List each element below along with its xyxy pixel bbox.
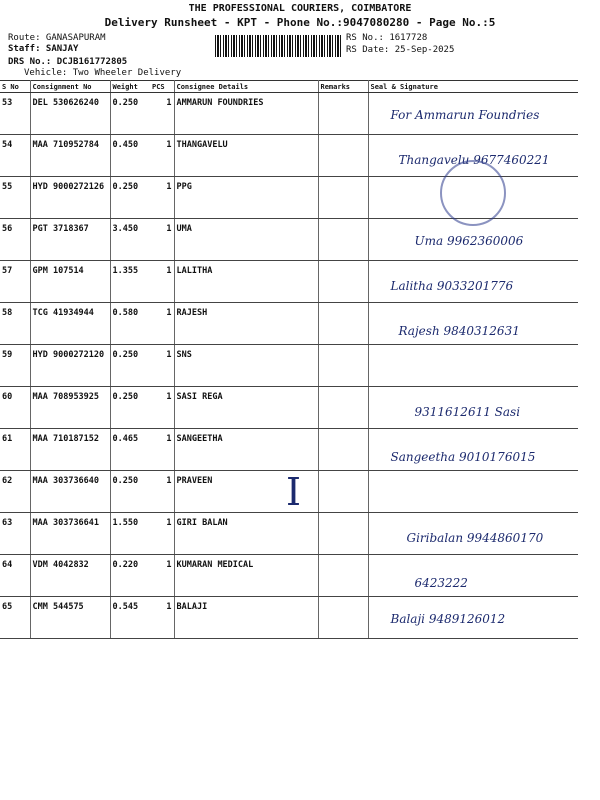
row-consignee: SANGEETHA	[174, 429, 318, 471]
row-remarks	[318, 93, 368, 135]
row-pcs: 1	[150, 261, 174, 303]
row-weight: 0.250	[110, 387, 150, 429]
row-consignment: TCG 41934944	[30, 303, 110, 345]
table-row	[0, 513, 578, 555]
row-pcs: 1	[150, 303, 174, 345]
row-consignment: MAA 303736641	[30, 513, 110, 555]
table-row	[0, 261, 578, 303]
row-remarks	[318, 219, 368, 261]
handwritten-signature: Sangeetha 9010176015	[390, 450, 536, 464]
row-sno: 61	[0, 429, 30, 471]
row-consignee: SASI REGA	[174, 387, 318, 429]
row-weight: 3.450	[110, 219, 150, 261]
row-sno: 54	[0, 135, 30, 177]
row-weight: 0.250	[110, 177, 150, 219]
table-row	[0, 93, 578, 135]
row-consignment: MAA 710187152	[30, 429, 110, 471]
row-sno: 56	[0, 219, 30, 261]
rs-date: RS Date: 25-Sep-2025	[346, 45, 455, 55]
row-signature	[368, 303, 578, 345]
row-signature	[368, 429, 578, 471]
row-pcs: 1	[150, 597, 174, 639]
row-remarks	[318, 345, 368, 387]
row-weight: 0.220	[110, 555, 150, 597]
row-consignee: SNS	[174, 345, 318, 387]
row-consignment: HYD 9000272126	[30, 177, 110, 219]
row-weight: 0.250	[110, 345, 150, 387]
handwritten-signature: 6423222	[414, 576, 468, 590]
col-sno: S No	[0, 81, 30, 93]
row-consignee: RAJESH	[174, 303, 318, 345]
row-sno: 63	[0, 513, 30, 555]
row-consignment: GPM 107514	[30, 261, 110, 303]
row-consignment: VDM 4042832	[30, 555, 110, 597]
handwritten-signature: Rajesh 9840312631	[398, 324, 520, 338]
row-remarks	[318, 135, 368, 177]
row-consignee: AMMARUN FOUNDRIES	[174, 93, 318, 135]
col-remarks: Remarks	[318, 81, 368, 93]
row-weight: 0.545	[110, 597, 150, 639]
handwritten-signature: For Ammarun Foundries	[390, 108, 540, 122]
row-weight: 1.355	[110, 261, 150, 303]
row-consignment: CMM 544575	[30, 597, 110, 639]
row-consignee: LALITHA	[174, 261, 318, 303]
row-sno: 64	[0, 555, 30, 597]
row-signature	[368, 597, 578, 639]
row-pcs: 1	[150, 555, 174, 597]
row-consignment: HYD 9000272120	[30, 345, 110, 387]
table-row	[0, 429, 578, 471]
row-remarks	[318, 555, 368, 597]
row-signature	[368, 261, 578, 303]
row-pcs: 1	[150, 429, 174, 471]
barcode-icon	[215, 35, 343, 57]
staff-label: Staff: SANJAY	[8, 44, 79, 54]
route-label: Route: GANASAPURAM	[8, 33, 106, 43]
handwritten-signature: Giribalan 9944860170	[406, 531, 544, 545]
handwritten-mark-icon: I	[286, 470, 302, 514]
handwritten-signature: Lalitha 9033201776	[390, 279, 514, 293]
handwritten-signature: Uma 9962360006	[414, 234, 524, 248]
row-weight: 0.250	[110, 471, 150, 513]
row-signature	[368, 471, 578, 513]
table-row	[0, 219, 578, 261]
row-pcs: 1	[150, 93, 174, 135]
table-row	[0, 597, 578, 639]
row-remarks	[318, 597, 368, 639]
row-sno: 60	[0, 387, 30, 429]
row-pcs: 1	[150, 177, 174, 219]
row-consignee: GIRI BALAN	[174, 513, 318, 555]
row-consignment: MAA 303736640	[30, 471, 110, 513]
row-consignee: KUMARAN MEDICAL	[174, 555, 318, 597]
row-remarks	[318, 513, 368, 555]
row-pcs: 1	[150, 219, 174, 261]
row-remarks	[318, 471, 368, 513]
row-pcs: 1	[150, 345, 174, 387]
row-consignment: DEL 530626240	[30, 93, 110, 135]
row-pcs: 1	[150, 135, 174, 177]
row-weight: 0.465	[110, 429, 150, 471]
table-row	[0, 345, 578, 387]
row-sno: 62	[0, 471, 30, 513]
table-row	[0, 555, 578, 597]
rs-number: RS No.: 1617728	[346, 33, 428, 43]
table-row	[0, 303, 578, 345]
row-remarks	[318, 303, 368, 345]
col-consignee: Consignee Details	[174, 81, 318, 93]
row-pcs: 1	[150, 471, 174, 513]
table-row	[0, 387, 578, 429]
row-consignment: PGT 3718367	[30, 219, 110, 261]
row-sno: 65	[0, 597, 30, 639]
row-consignee: THANGAVELU	[174, 135, 318, 177]
row-remarks	[318, 429, 368, 471]
row-sno: 59	[0, 345, 30, 387]
col-pcs: PCS	[150, 81, 174, 93]
row-weight: 0.450	[110, 135, 150, 177]
col-seal: Seal & Signature	[368, 81, 578, 93]
row-consignee: BALAJI	[174, 597, 318, 639]
row-weight: 0.250	[110, 93, 150, 135]
vehicle-label: Vehicle: Two Wheeler Delivery	[24, 68, 182, 78]
row-remarks	[318, 177, 368, 219]
handwritten-signature: Thangavelu 9677460221	[398, 153, 550, 167]
row-sno: 57	[0, 261, 30, 303]
row-weight: 0.580	[110, 303, 150, 345]
row-sno: 55	[0, 177, 30, 219]
row-sno: 58	[0, 303, 30, 345]
row-weight: 1.550	[110, 513, 150, 555]
row-remarks	[318, 387, 368, 429]
runsheet-table	[0, 80, 578, 639]
row-consignee: PRAVEEN	[174, 471, 318, 513]
row-consignee: PPG	[174, 177, 318, 219]
row-signature	[368, 93, 578, 135]
row-signature	[368, 345, 578, 387]
row-consignee: UMA	[174, 219, 318, 261]
company-title: THE PROFESSIONAL COURIERS, COIMBATORE	[188, 3, 412, 14]
runsheet-subtitle: Delivery Runsheet - KPT - Phone No.:9047080280 - Page No.:5	[104, 16, 496, 29]
row-signature	[368, 513, 578, 555]
drs-number: DRS No.: DCJB161772805	[8, 57, 128, 67]
handwritten-signature: 9311612611 Sasi	[414, 405, 521, 419]
col-consignment: Consignment No	[30, 81, 110, 93]
seal-stamp-icon	[440, 160, 506, 226]
row-remarks	[318, 261, 368, 303]
row-consignment: MAA 708953925	[30, 387, 110, 429]
row-pcs: 1	[150, 513, 174, 555]
row-consignment: MAA 710952784	[30, 135, 110, 177]
row-signature	[368, 387, 578, 429]
col-weight: Weight	[110, 81, 150, 93]
row-pcs: 1	[150, 387, 174, 429]
row-sno: 53	[0, 93, 30, 135]
handwritten-signature: Balaji 9489126012	[390, 612, 506, 626]
table-header-row	[0, 81, 578, 93]
row-signature	[368, 555, 578, 597]
